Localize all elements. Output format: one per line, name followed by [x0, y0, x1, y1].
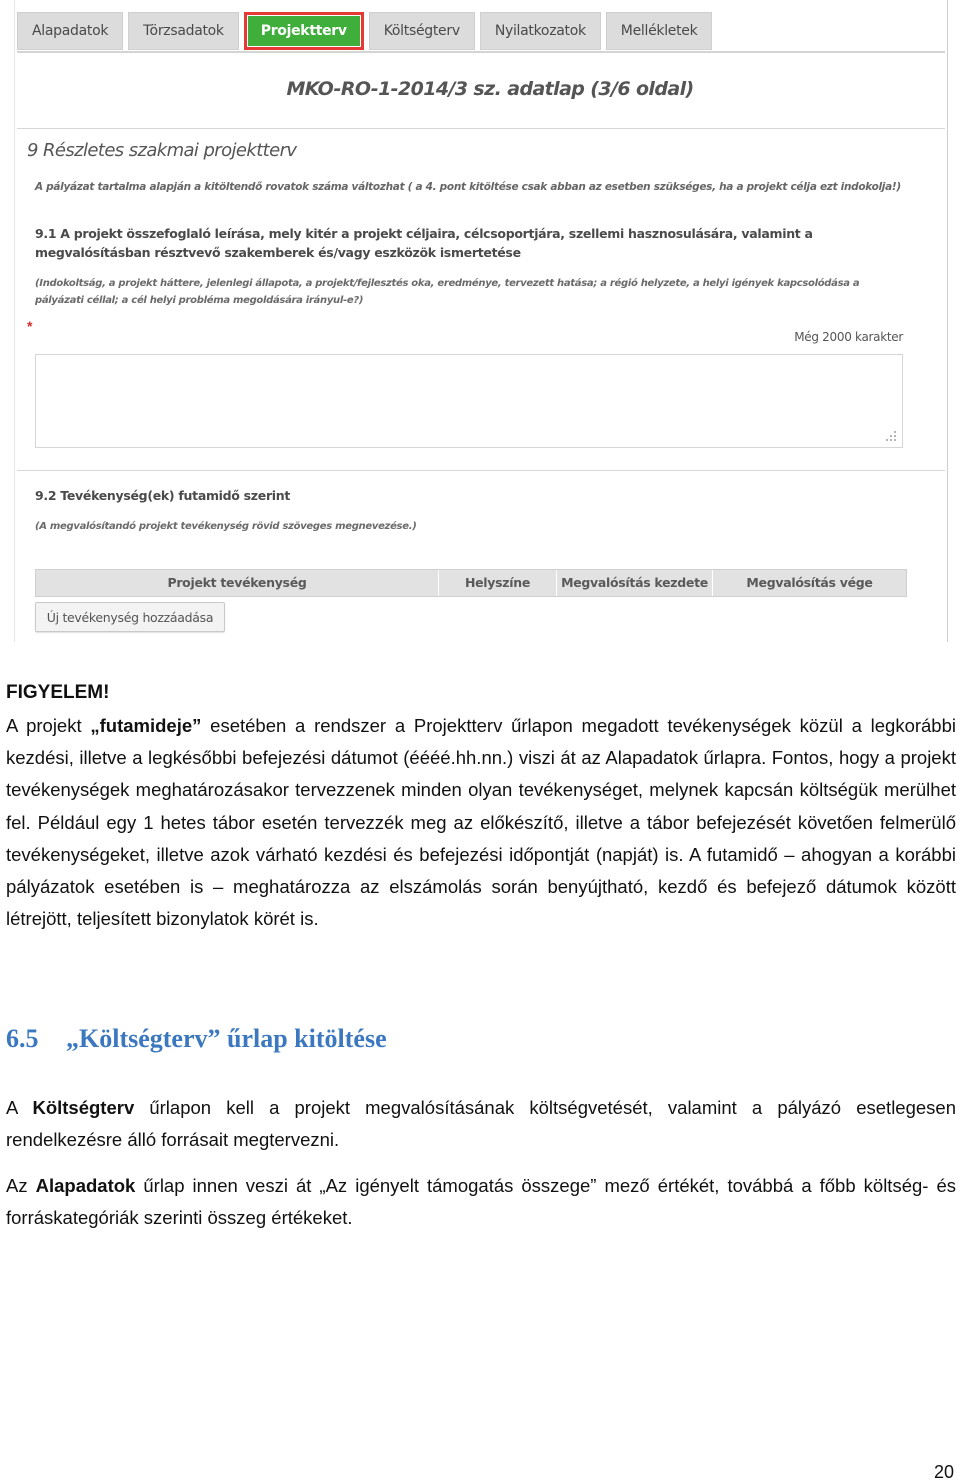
column-megvalositas-vege: Megvalósítás vége	[712, 570, 906, 596]
question-divider	[17, 470, 945, 471]
p2-text-c: űrlapon kell a projekt megvalósításának költségvetését, valamint a pályázó esetlegesen rendelkezésre álló forrásait megtervezni.	[6, 1097, 956, 1151]
p2-text-bold: Költségterv	[32, 1097, 135, 1118]
question-9-1-title: 9.1 A projekt összefoglaló leírása, mely kitér a projekt céljaira, célcsoportjára, szellemi hasznosulására, valamint a megvalósításban résztvevő szakemberek és/vagy eszközök ismertetése	[35, 226, 813, 260]
resize-grip-icon[interactable]	[883, 428, 897, 442]
warning-paragraph	[6, 710, 956, 935]
form-tabs	[17, 12, 712, 50]
heading-number: 6.5	[6, 1024, 39, 1053]
p3-text-bold: Alapadatok	[35, 1175, 136, 1196]
p3-text-a: Az	[6, 1175, 36, 1196]
tab-projektterv[interactable]: Projektterv	[244, 12, 364, 50]
section-heading	[6, 1024, 956, 1054]
tab-torzsadatok[interactable]: Törzsadatok	[128, 12, 239, 50]
page-number: 20	[933, 1462, 954, 1482]
title-divider	[17, 128, 945, 129]
column-helyszine: Helyszíne	[438, 570, 556, 596]
alapadatok-paragraph	[6, 1170, 956, 1234]
column-megvalositas-kezdete: Megvalósítás kezdete	[556, 570, 712, 596]
tab-koltsegterv[interactable]: Költségterv	[369, 12, 475, 50]
section-note: A pályázat tartalma alapján a kitöltendő rovatok száma változhat ( a 4. pont kitöltése csak abban az esetben szükséges, ha a projekt célja ezt indokolja!)	[35, 181, 901, 193]
tabs-divider	[17, 51, 945, 53]
warning-text-c: esetében a rendszer a Projektterv űrlapon megadott tevékenységek közül a legkorábbi kezdési, illetve a legkésőbbi befejezési dátumot (éééé.hh.nn.) viszi át az Alapadatok űrlapra. Fontos, hogy a projekt tevékenységek meghatározásakor tervezzenek minden olyan tevékenységet, melynek kapcsán költségük merülhet fel. Például egy 1 hetes tábor esetén tervezzék meg az előkészítő, illetve a tábor befejezését követően felmerülő tevékenységeket, illetve azok várható kezdési és befejezési időpontját (napját) is. A futamidő – ahogyan a korábbi pályázatok esetében is – meghatározza az elszámolás során benyújtható, kezdő és befejező dátumok között létrejött, teljesített bizonylatok körét is.	[6, 715, 956, 930]
question-9-2-hint: (A megvalósítandó projekt tevékenység rövid szöveges megnevezése.)	[35, 521, 417, 532]
warning-text-a: A projekt	[6, 715, 91, 736]
p2-text-a: A	[6, 1097, 33, 1118]
p3-text-c: űrlap innen veszi át „Az igényelt támogatás összege” mező értékét, továbbá a főbb költség- és forráskategóriák szerinti összeg értékeket.	[6, 1175, 956, 1229]
koltsegterv-paragraph	[6, 1092, 956, 1156]
tab-alapadatok[interactable]: Alapadatok	[17, 12, 123, 50]
character-counter: Még 2000 karakter	[794, 330, 903, 344]
form-title: MKO-RO-1-2014/3 sz. adatlap (3/6 oldal)	[286, 78, 694, 100]
question-9-2-title: 9.2 Tevékenység(ek) futamidő szerint	[35, 488, 291, 503]
heading-text: „Költségterv” űrlap kitöltése	[66, 1024, 387, 1053]
question-9-1-hint: (Indokoltság, a projekt háttere, jelenlegi állapota, a projekt/fejlesztés oka, eredménye, tervezett hatása; a régió helyzete, a helyi igények kapcsolódása a pályázati céllal; a cél helyi probléma megoldására irányul-e?)	[35, 278, 860, 306]
description-textarea[interactable]	[35, 354, 903, 448]
activity-table-header	[35, 569, 907, 597]
warning-text-bold: „futamideje”	[90, 715, 202, 736]
form-screenshot	[14, 0, 948, 642]
tab-mellekletek[interactable]: Mellékletek	[606, 12, 713, 50]
column-projekt-tevekenyseg: Projekt tevékenység	[167, 575, 307, 590]
warning-title: FIGYELEM!	[6, 682, 110, 703]
tab-nyilatkozatok[interactable]: Nyilatkozatok	[480, 12, 601, 50]
section-title: 9 Részletes szakmai projektterv	[27, 140, 297, 161]
required-mark: *	[27, 318, 33, 334]
add-activity-button[interactable]: Új tevékenység hozzáadása	[35, 602, 225, 632]
